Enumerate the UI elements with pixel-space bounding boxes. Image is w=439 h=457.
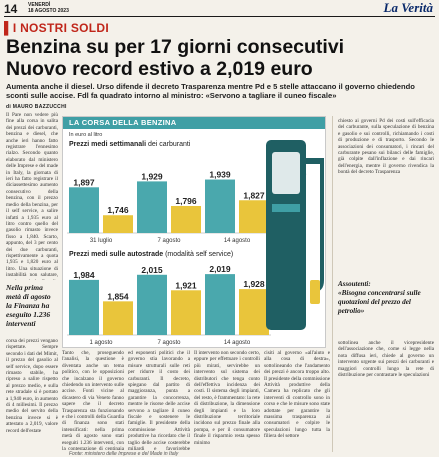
chart1-bar-gasolio-0 (103, 215, 133, 233)
chart1-value-label: 1,746 (107, 205, 129, 216)
chart2-value-label: 2,019 (209, 264, 231, 275)
chart2-value-label: 2,015 (141, 264, 163, 275)
chart1-value-label: 1,827 (243, 190, 265, 201)
headline-line-1: Benzina su per 17 giorni consecutivi (6, 36, 345, 58)
article-column-1: Il Pare non vedere più fine alla corsa in salita dei prezzi dei carburanti, benzina e diesel, che anche ieri hanno fatto registrare l'ennesimo rialzo. Secondo quanto elaborato dal ministero delle Imprese e del made in Italy, la giornata di ieri ha fatto registrare il diciassettesimo aumento consecutivo della benzina, con il prezzo medio della benzina, per il self service, a salire infatti a 1,935 euro al litro contro quello del gasolio rimasto invece fisso a 1,840. Scarto, appunto, del 3 per cento dei due carburanti, rispettivamente a quota 1,935 e 1,820 euro al litro. Una situazione di instabilità non salutare, (6, 112, 58, 279)
page-header (0, 0, 439, 16)
chart1-category-label: 7 agosto (157, 238, 181, 244)
chart1-bar-gasolio-1 (171, 206, 201, 233)
assoutenti-label: Assoutenti: (338, 280, 371, 288)
chart1-value-label: 1,939 (209, 169, 231, 180)
infographic-source: Fonte: ministero delle Imprese e del Made in Italy (69, 451, 179, 457)
section-title: ▌I NOSTRI SOLDI (4, 21, 110, 35)
page-number: 14 (4, 2, 18, 16)
chart1-value-label: 1,897 (73, 177, 95, 188)
column-divider (332, 116, 333, 452)
chart1-value-label: 1,796 (175, 195, 197, 206)
chart-highway-prices (67, 259, 271, 347)
section-label: I NOSTRI SOLDI (12, 21, 110, 35)
chart2-bar-benzina-1 (137, 275, 167, 335)
headline (6, 36, 436, 80)
chart-weekly-prices (67, 149, 271, 245)
article-column-3: ed esponenti politici che il governo stia lavorando a misure strutturali sulle reti per ridurre il costo dei carburanti. Il decreto, spiegano dal partito di maggioranza, punta a garantire la concorrenza, mentre le risorse delle accise servono a tagliare il cuneo fiscale e sostenere le famiglie. Il presidente della commissione Attività produttive ha ricordato che il taglio delle accise costerebbe miliardi e favorirebbe (128, 350, 190, 452)
chart1-bar-benzina-0 (69, 187, 99, 233)
chart2-category-label: 1 agosto (89, 340, 113, 346)
chart1-bar-benzina-1 (137, 181, 167, 233)
assoutenti-quote-box (338, 280, 434, 316)
article-column-5: cisiti al governo «all'aiuto e alla cosa di destra», sottolineando che l'andamento dei prezzi è ancora troppo alto. Il presidente della commissione Attività produttive della Camera ha replicato che gli interventi di controllo sono in corso e che le misure sono state adottate per garantire la massima trasparenza ai consumatori e colpire le speculazioni lungo tutta la filiera del settore (264, 350, 330, 440)
chart1-bar-benzina-2 (205, 180, 235, 233)
chart2-value-label: 1,854 (107, 291, 129, 302)
chart1-title-bold: Prezzi medi settimanali (69, 141, 147, 148)
headline-line-2: Nuovo record estivo a 2,019 euro (6, 58, 313, 80)
chart2-category-label: 7 agosto (157, 340, 181, 346)
chart2-bar-gasolio-1 (171, 290, 201, 335)
newspaper-logo: La Verità (383, 0, 433, 15)
assoutenti-quote: «Bisogna concentrarsi sulle quotazioni del prezzo del petrolio» (338, 289, 421, 315)
header-rule (4, 16, 435, 17)
chart2-title-bold: Prezzi medi sulle autostrade (69, 251, 164, 258)
pull-quote: Nella prima metà di agosto la Finanza ha eseguito 1.236 interventi (6, 283, 51, 328)
article-column-1b: corsa dei prezzi vengano rispettate. Sempre secondo i dati del Mimit, il prezzo del gasolio al self service, dopo essere rimasto stabile, ha ripreso a salire rispetto al prezzo medio, e sulla rete stradale si è portato a 1,940 euro, in aumento di 4 millesimi. Il prezzo medio del servito della benzina invece si è attestato a 2,019, valore record dell'estate (6, 338, 58, 434)
chart1-category-label: 14 agosto (223, 238, 251, 244)
deck: Aumenta anche il diesel. Urso difende il decreto Trasparenza mentre Pd e 5 stelle attaccano il governo chiedendo sconti sulle accise. Fdl fa quadrato intorno al ministro: «Servono a tagliare il cuneo fiscale» (6, 82, 415, 100)
chart2-title-rest: (modalità self service) (163, 251, 234, 258)
chart1-title (69, 141, 190, 148)
chart1-value-label: 1,929 (141, 171, 163, 182)
infographic-title: LA CORSA DELLA BENZINA (63, 117, 325, 129)
chart2-title (69, 251, 233, 258)
article-column-4: Il intervento non secondo certo, eppure per effettuare i controlli più mirati, servirebbe un intervento sul sistema dei distributori che tenga conto dell'effettiva incidenza dei costi. Il sistema degli impianti, del resto, è frammentato: la rete di distribuzione, la dimensione degli impianti e la loro distribuzione territoriale incidono sul prezzo finale alla pompa, e per il consumatore finale il risparmio resta spesso minimo (194, 350, 260, 446)
chart1-title-rest: dei carburanti (146, 141, 191, 148)
chart2-value-label: 1,928 (243, 279, 265, 290)
article-column-side: chiesto ai governi Pd dei costi sull'efficacia del carburante, sulla speculazione di benzina e gasolio e sui controlli, richiamando i costi di produzione e di trasporto. Secondo le associazioni dei consumatori, i rincari del carburante pesano sui bilanci delle famiglie, già colpite dall'inflazione e dai rincari dell'energia, mentre il governo rivendica la bontà del decreto Trasparenza (338, 118, 434, 176)
chart2-category-label: 14 agosto (223, 340, 251, 346)
date: 18 AGOSTO 2023 (28, 8, 69, 14)
infographic-unit: In euro al litro (69, 132, 103, 138)
chart2-value-label: 1,921 (175, 280, 197, 291)
chart2-bar-benzina-0 (69, 280, 99, 335)
chart2-bar-gasolio-0 (103, 301, 133, 335)
date-line (28, 2, 108, 14)
chart2-value-label: 1,984 (73, 269, 95, 280)
fuel-pump-icon (262, 130, 326, 336)
byline: di MAURO BAZZUCCHI (6, 104, 67, 110)
chart1-category-label: 31 luglio (89, 238, 113, 244)
weekday: VENERDÌ (28, 2, 51, 8)
chart2-bar-benzina-2 (205, 274, 235, 335)
article-column-2: Tanto che, proseguendo l'analisi, la questione è diventata anche un tema politico, con le opposizioni che incalzano il governo chiedendo un intervento sulle accise. Fonti vicine al dicastero di via Veneto fanno sapere che il decreto Trasparenza sta funzionando e che i controlli della Guardia di finanza sono stati intensificati: nella prima metà di agosto sono stati eseguiti 1.236 interventi, con la contestazione di centinaia (62, 350, 124, 452)
article-column-side-2: sottolinea anche il vicepresidente dell'associazione che, come si legge nella nota diffusa ieri, chiede al governo un intervento urgente sui prezzi dei carburanti e maggiori controlli lungo la rete di distribuzione per contrastare le speculazioni (338, 340, 434, 379)
